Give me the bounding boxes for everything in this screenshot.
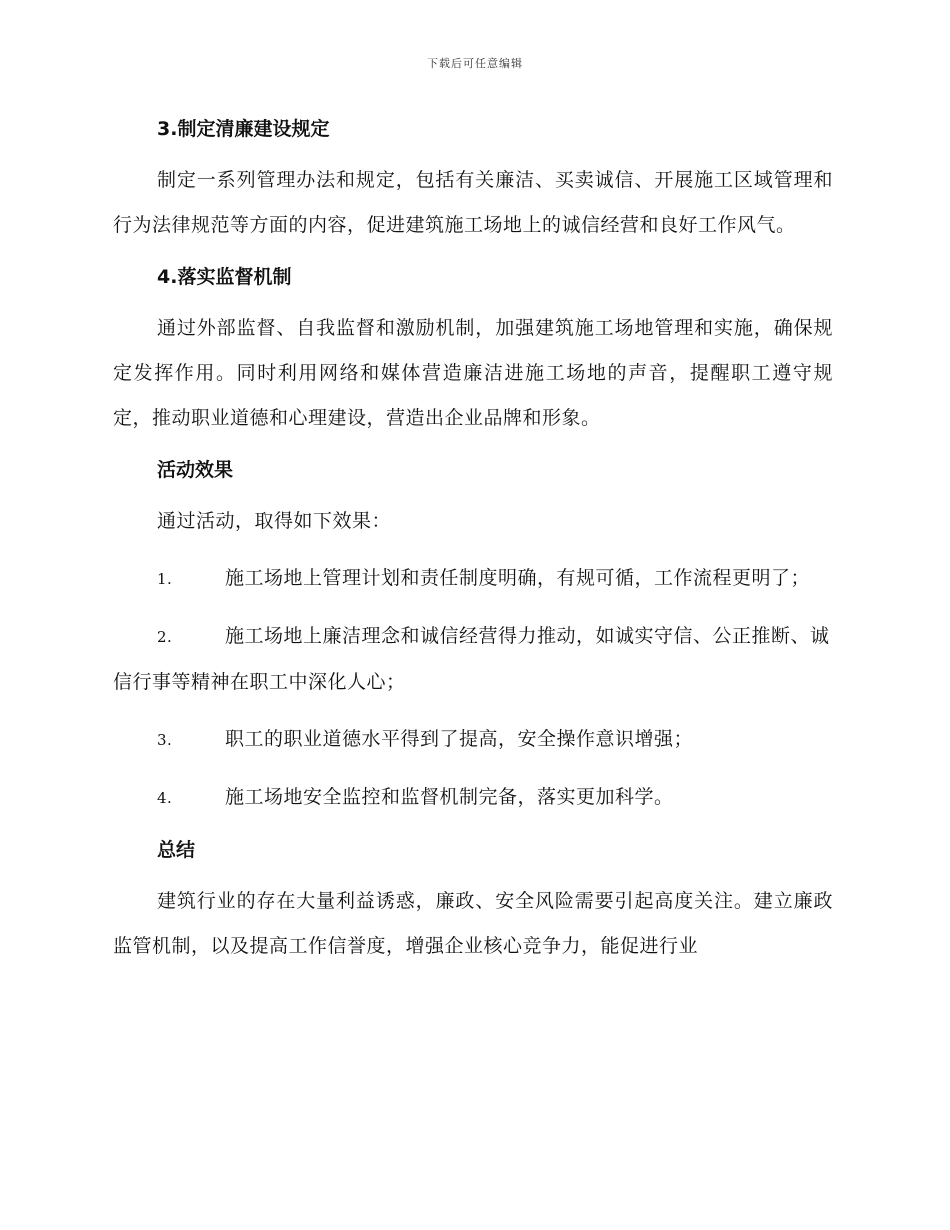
summary-heading: 总结	[157, 839, 196, 861]
list-item	[113, 717, 833, 763]
list-item-text: 施工场地安全监控和监督机制完备，落实更加科学。	[225, 786, 674, 808]
list-item-number: 2.	[157, 628, 173, 646]
page-header-note: 下载后可任意编辑	[427, 57, 523, 70]
section-4-paragraph: 通过外部监督、自我监督和激励机制，加强建筑施工场地管理和实施，确保规定发挥作用。同时利用网络和媒体营造廉洁进施工场地的声音，提醒职工遵守规定，推动职业道德和心理建设，营造出企业品牌和形象。	[113, 317, 833, 429]
section-3-paragraph: 制定一系列管理办法和规定，包括有关廉洁、买卖诚信、开展施工区域管理和行为法律规范等方面的内容，促进建筑施工场地上的诚信经营和良好工作风气。	[113, 169, 833, 236]
list-item	[113, 556, 833, 602]
section-3-heading: 3.制定清廉建设规定	[157, 118, 330, 140]
list-item-text: 施工场地上廉洁理念和诚信经营得力推动，如诚实守信、公正推断、诚信行事等精神在职工中深化人心；	[113, 625, 830, 693]
list-item	[113, 614, 833, 705]
results-heading: 活动效果	[157, 459, 234, 481]
list-item-text: 施工场地上管理计划和责任制度明确，有规可循，工作流程更明了；	[225, 567, 811, 589]
document-body	[113, 112, 833, 969]
list-item-number: 1.	[157, 570, 173, 588]
summary-paragraph: 建筑行业的存在大量利益诱惑，廉政、安全风险需要引起高度关注。建立廉政监管机制，以及提高工作信誉度，增强企业核心竞争力，能促进行业	[113, 890, 833, 957]
list-item	[113, 775, 833, 821]
results-intro: 通过活动，取得如下效果：	[157, 510, 392, 532]
list-item-text: 职工的职业道德水平得到了提高，安全操作意识增强；	[225, 728, 694, 750]
section-4-heading: 4.落实监督机制	[157, 266, 292, 288]
list-item-number: 3.	[157, 731, 173, 749]
list-item-number: 4.	[157, 789, 173, 807]
